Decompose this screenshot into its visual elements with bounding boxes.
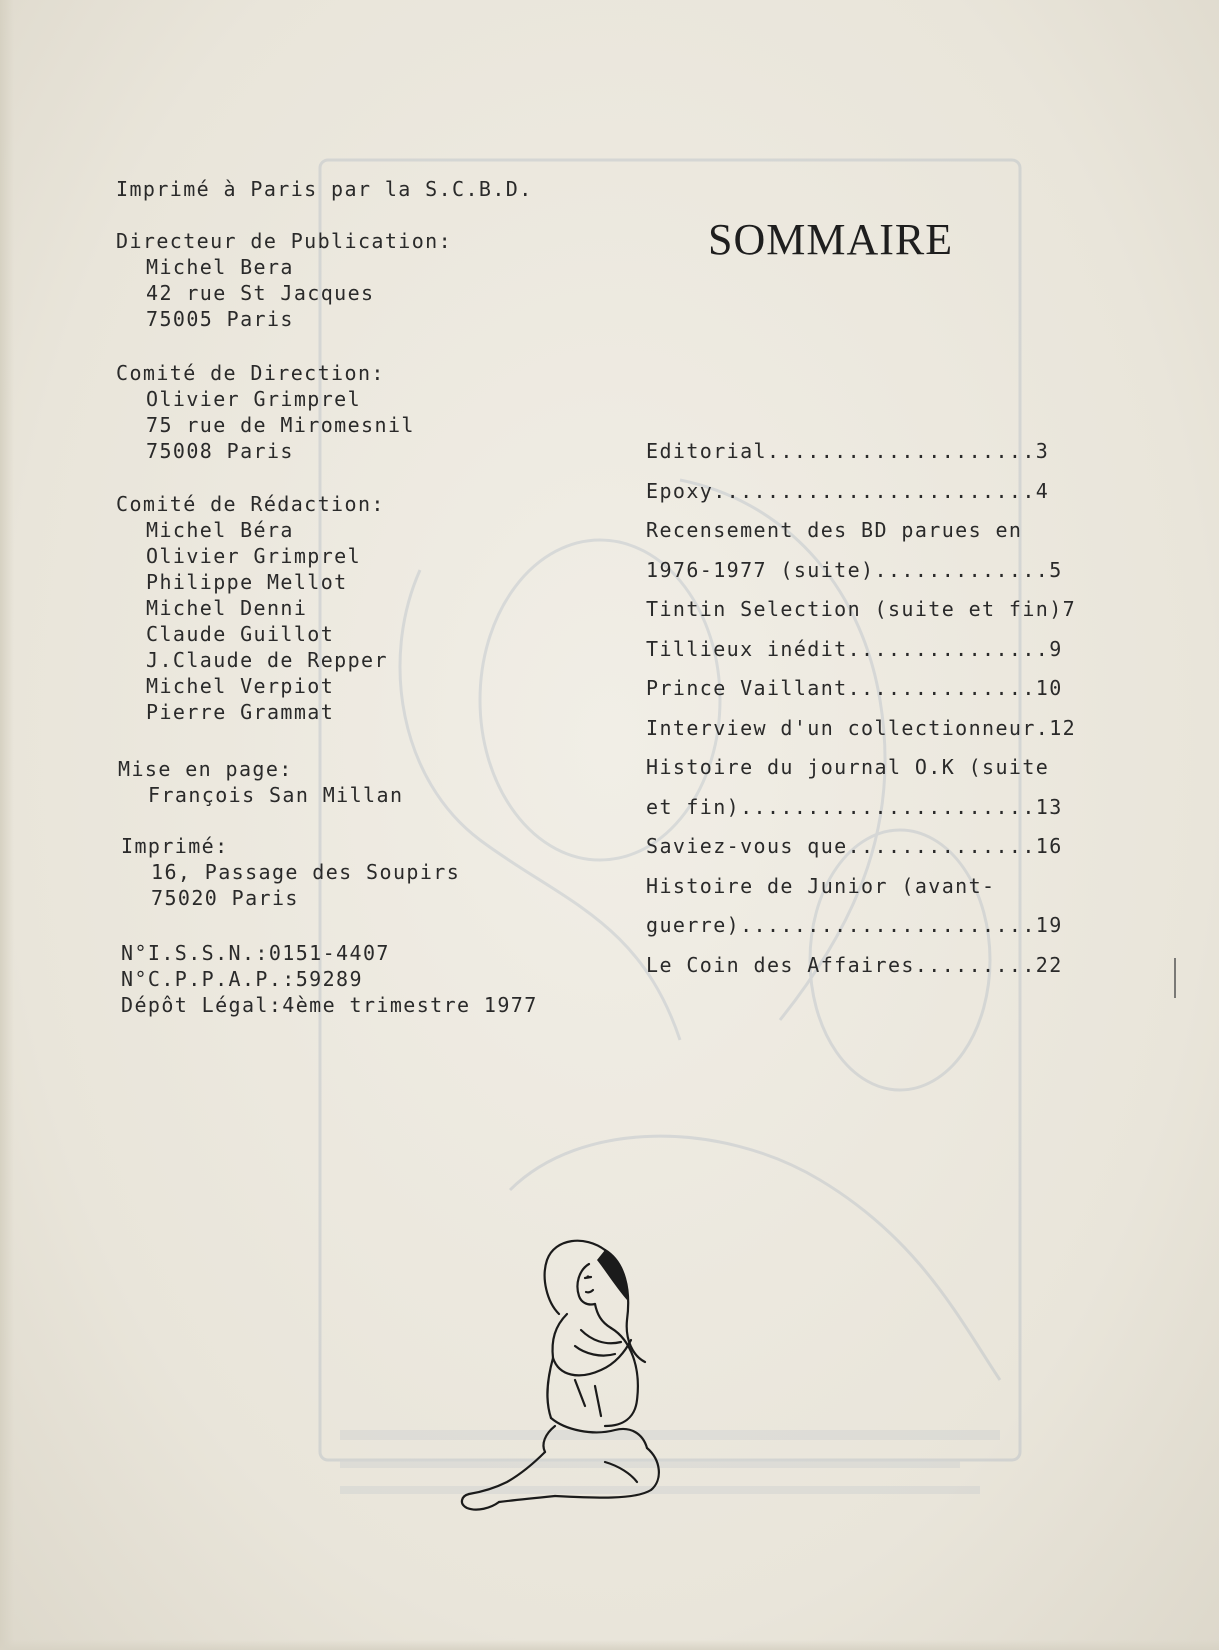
toc-entry: Tintin Selection (suite et fin)7	[646, 597, 1077, 621]
margin-mark	[1174, 958, 1176, 998]
printer-block	[121, 833, 460, 911]
editorial-committee-block	[116, 491, 388, 725]
direction-line: 75008 Paris	[146, 439, 294, 463]
printed-by-text: Imprimé à Paris par la S.C.B.D.	[116, 177, 533, 201]
toc-entry: Epoxy........................4	[646, 478, 1050, 503]
layout-credit-block	[118, 756, 403, 808]
redaction-member: Michel Denni	[146, 596, 308, 620]
redaction-member: Olivier Grimprel	[146, 544, 362, 568]
direction-committee-block	[116, 360, 415, 464]
issn-line: N°I.S.S.N.:0151-4407	[121, 941, 390, 965]
direction-line: Olivier Grimprel	[146, 387, 362, 411]
redaction-member: Pierre Grammat	[146, 700, 335, 724]
redaction-member: Michel Verpiot	[146, 674, 335, 698]
toc-entry: Prince Vaillant..............10	[646, 676, 1063, 700]
legal-info-block	[121, 940, 538, 1018]
toc-entry: Recensement des BD parues en	[646, 518, 1023, 542]
director-line: 75005 Paris	[146, 307, 294, 331]
redaction-heading: Comité de Rédaction:	[116, 492, 385, 516]
seated-woman-illustration	[455, 1230, 715, 1515]
director-line: Michel Bera	[146, 255, 294, 279]
layout-heading: Mise en page:	[118, 757, 293, 781]
redaction-member: Philippe Mellot	[146, 570, 348, 594]
director-heading: Directeur de Publication:	[116, 229, 453, 253]
layout-line: François San Millan	[148, 783, 404, 807]
toc-entry: Tillieux inédit...............9	[646, 636, 1063, 661]
toc-entry: Histoire de Junior (avant-	[646, 873, 996, 898]
director-block	[116, 228, 452, 332]
legal-deposit-line: Dépôt Légal:4ème trimestre 1977	[121, 993, 538, 1017]
redaction-member: J.Claude de Repper	[146, 648, 388, 672]
printer-line: 16, Passage des Soupirs	[151, 860, 461, 884]
printed-by-line	[116, 176, 533, 202]
printer-heading: Imprimé:	[121, 834, 229, 858]
director-line: 42 rue St Jacques	[146, 281, 375, 305]
page-left-edge-shadow	[0, 0, 14, 1650]
redaction-member: Claude Guillot	[146, 622, 335, 646]
toc-entry: Le Coin des Affaires.........22	[646, 952, 1063, 977]
cppap-line: N°C.P.P.A.P.:59289	[121, 967, 363, 991]
toc-title: SOMMAIRE	[708, 215, 954, 264]
toc-entry: guerre)......................19	[646, 913, 1063, 937]
direction-heading: Comité de Direction:	[116, 361, 385, 385]
toc-entry: Saviez-vous que..............16	[646, 834, 1063, 858]
toc-entry: 1976-1977 (suite).............5	[646, 557, 1063, 582]
toc-entry: et fin)......................13	[646, 794, 1063, 819]
redaction-member: Michel Béra	[146, 518, 294, 542]
table-of-contents	[646, 432, 1116, 985]
page-bottom-edge-shadow	[0, 1640, 1219, 1650]
printer-line: 75020 Paris	[151, 886, 299, 910]
toc-entry: Histoire du journal O.K (suite	[646, 755, 1050, 779]
toc-entry: Interview d'un collectionneur.12	[646, 715, 1077, 740]
direction-line: 75 rue de Miromesnil	[146, 413, 415, 437]
toc-entry: Editorial....................3	[646, 439, 1050, 463]
